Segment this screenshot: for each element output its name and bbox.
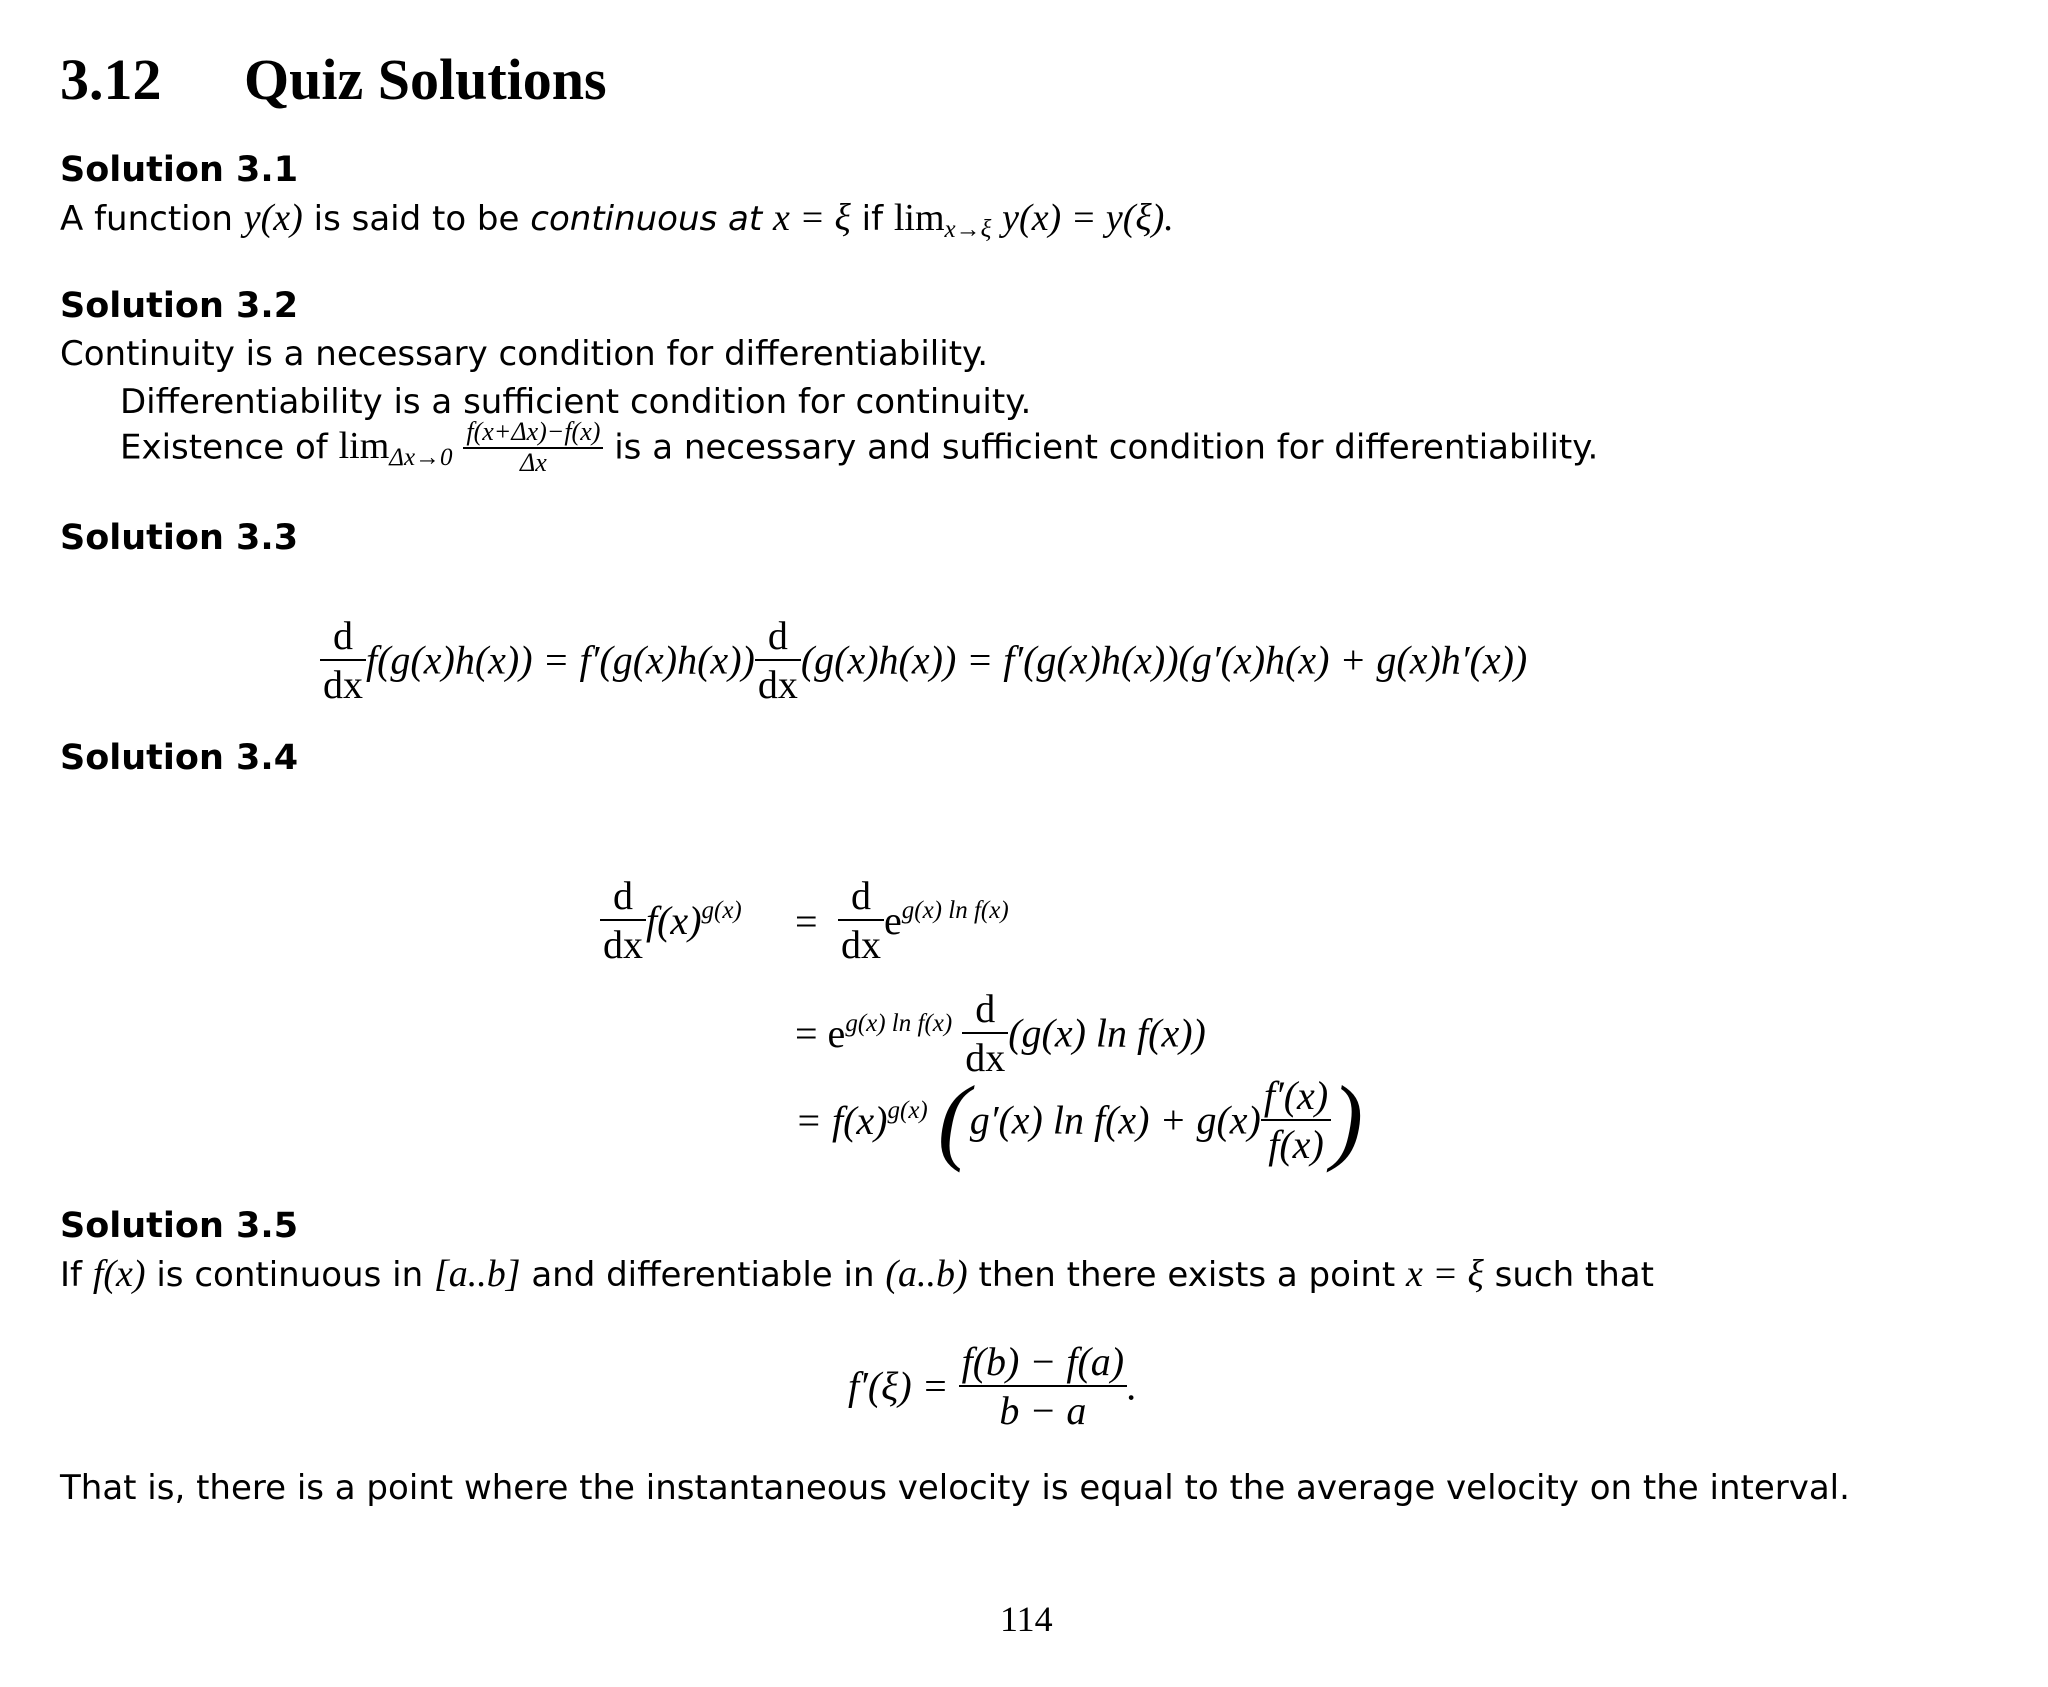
s31-if: if	[861, 199, 884, 239]
s32-frac-den: Δx	[519, 448, 547, 477]
section-title	[60, 46, 607, 113]
solution-3-1-text	[60, 196, 1174, 244]
s35-mvt-equation: f′(ξ) = $\frac{f(b) - f(a)}{b - a}$ .	[848, 1339, 1138, 1433]
s32-line3	[120, 418, 1598, 477]
s34-line-1	[600, 872, 742, 968]
s31-cond: x = ξ	[773, 197, 851, 239]
s34-left-paren: (	[937, 1066, 970, 1173]
s31-pre: A function	[60, 199, 233, 239]
s34-right-paren: )	[1331, 1066, 1364, 1173]
s34-fprime-over-f: $\frac{f'(x)}{f(x)}$	[1261, 1072, 1331, 1168]
s31-expr: y(x) = y(ξ).	[1002, 197, 1174, 239]
s35-conclusion: That is, there is a point where the instantaneous velocity is equal to the average velocity on the interval.	[60, 1468, 1850, 1508]
solution-3-3-heading: Solution 3.3	[60, 518, 299, 558]
solution-3-1-heading: Solution 3.1	[60, 150, 299, 190]
s35-mvt-fraction: $\frac{f(b) - f(a)}{b - a}$	[959, 1338, 1128, 1434]
s32-line3-pre: Existence of	[120, 427, 328, 468]
solution-3-2-heading: Solution 3.2	[60, 286, 299, 326]
s31-lim: lim	[893, 197, 945, 239]
s34-ddx-line2: $\frac{d}{dx}$	[962, 985, 1008, 1081]
s34-rhs-1: $\frac{d}{dx}$ $e^{g(x) ln f(x)}$	[838, 872, 1009, 968]
s33-term-2: (g(x)h(x)) = f′(g(x)h(x))(g′(x)h(x) + g(x)h′(x))	[800, 637, 1528, 683]
s31-fn: y(x)	[243, 197, 303, 239]
s33-equation	[320, 612, 1527, 708]
s34-line-2: = $e^{g(x) ln f(x)}$ $\frac{d}{dx}$ (g(x) ln f(x))	[795, 986, 1206, 1080]
s32-line2: Differentiability is a sufficient condition for continuity.	[120, 382, 1032, 422]
s32-lim: lim	[338, 424, 390, 467]
s32-line3-post: is a necessary and sufficient condition for differentiability.	[614, 427, 1599, 468]
s33-term-1: f(g(x)h(x)) = f′(g(x)h(x))	[366, 637, 755, 683]
s34-line-3: = $f(x)^{g(x)}$ (g′(x) ln f(x) + g(x) $\frac{f'(x)}{f(x)}$ )	[795, 1066, 1364, 1173]
s33-ddx-1: $\frac{d}{dx}$	[320, 612, 366, 708]
s32-limsub: Δx→0	[389, 443, 453, 471]
s34-ddx-rhs: $\frac{d}{dx}$	[838, 872, 884, 968]
s31-emph: continuous at	[530, 199, 763, 239]
s33-ddx-2: $\frac{d}{dx}$	[755, 612, 801, 708]
s34-lhs: $f(x)^{g(x)}$	[646, 896, 742, 943]
s32-limit	[338, 424, 453, 471]
s34-eq-1: =	[795, 899, 818, 944]
s31-limsub: x→ξ	[944, 216, 992, 243]
solution-3-5-heading: Solution 3.5	[60, 1206, 299, 1246]
s32-frac-num: f(x+Δx)−f(x)	[463, 418, 603, 449]
s35-statement: If f(x) is continuous in [a..b] and differentiable in (a..b) then there exists a point x = ξ such that	[60, 1253, 1654, 1295]
s34-ddx-lhs: $\frac{d}{dx}$	[600, 872, 646, 968]
section-number: 3.12	[60, 47, 162, 112]
s31-limit	[893, 197, 992, 243]
solution-3-4-heading: Solution 3.4	[60, 738, 299, 778]
page-number: 114	[1000, 1599, 1053, 1639]
section-title-text: Quiz Solutions	[244, 47, 607, 112]
s32-line1: Continuity is a necessary condition for differentiability.	[60, 334, 989, 374]
s31-mid: is said to be	[313, 199, 520, 239]
s32-diff-quotient	[463, 418, 603, 477]
